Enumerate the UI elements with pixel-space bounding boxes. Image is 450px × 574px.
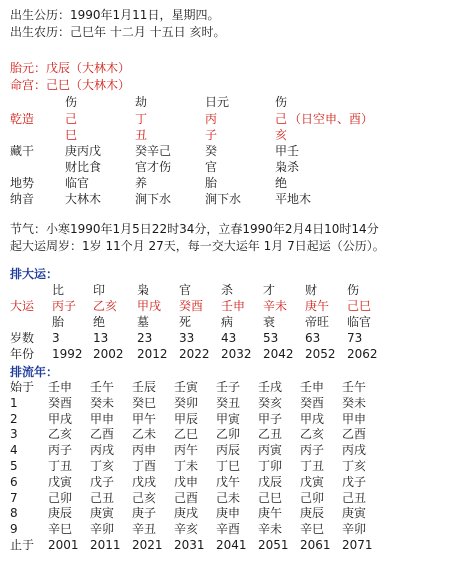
- dayun-ages-5: 53: [263, 331, 279, 345]
- dayun-title: 排大运：: [10, 267, 59, 281]
- liunian-cell-4-0: 壬子: [216, 380, 241, 394]
- liunian-cell-6-1: 癸酉: [300, 396, 325, 410]
- liunian-cell-5-8: 庚午: [258, 506, 283, 520]
- stem-day: 丙: [205, 112, 218, 126]
- liunian-cell-5-0: 壬戌: [258, 380, 283, 394]
- pillar-shishen-month: 劫: [135, 95, 148, 109]
- dayun-ganzhi-2: 甲戌: [137, 299, 162, 313]
- pillar-shishen-day: 日元: [205, 95, 230, 109]
- canggan-shishen-month: 官才伤: [135, 160, 172, 174]
- liunian-cell-6-9: 辛巳: [300, 522, 325, 536]
- liunian-row-label-0: 始于: [10, 380, 35, 394]
- liunian-row-label-9: 9: [10, 522, 18, 536]
- branch-hour: 亥: [275, 128, 288, 142]
- liunian-cell-4-3: 乙卯: [216, 427, 241, 441]
- branch-month: 丑: [135, 128, 148, 142]
- liunian-cell-1-8: 庚寅: [90, 506, 115, 520]
- dayun-shishen-1: 印: [93, 283, 106, 297]
- liunian-cell-7-8: 庚寅: [342, 506, 367, 520]
- nayin-day: 涧下水: [205, 192, 242, 206]
- dayun-row-label-years: 年份: [10, 347, 35, 361]
- dishi-day: 胎: [205, 176, 218, 190]
- dayun-shishen-7: 伤: [347, 283, 360, 297]
- dayun-years-1: 2002: [93, 347, 124, 361]
- dayun-ganzhi-5: 辛未: [263, 299, 288, 313]
- liunian-cell-0-2: 甲戌: [48, 412, 73, 426]
- liunian-cell-7-6: 戊子: [342, 475, 367, 489]
- birth-lunar: 出生农历：己巳年 十二月 十五日 亥时。: [10, 25, 226, 39]
- liunian-cell-4-2: 甲寅: [216, 412, 241, 426]
- liunian-cell-6-8: 庚辰: [300, 506, 325, 520]
- canggan-shishen-year: 财比食: [65, 160, 102, 174]
- dayun-years-6: 2052: [305, 347, 336, 361]
- liunian-cell-6-2: 甲戌: [300, 412, 325, 426]
- canggan-month: 癸辛己: [135, 144, 172, 158]
- dayun-ganzhi-7: 己巳: [347, 299, 372, 313]
- liunian-cell-5-6: 戊辰: [258, 475, 283, 489]
- liunian-cell-1-0: 壬午: [90, 380, 115, 394]
- dayun-dishi-5: 衰: [263, 315, 276, 329]
- liunian-cell-3-5: 丁未: [174, 459, 199, 473]
- liunian-cell-1-7: 己丑: [90, 491, 115, 505]
- liunian-row-label-4: 4: [10, 443, 18, 457]
- liunian-cell-5-10: 2051: [258, 538, 289, 552]
- liunian-cell-3-4: 丙午: [174, 443, 199, 457]
- dayun-ages-1: 13: [93, 331, 109, 345]
- liunian-row-label-1: 1: [10, 396, 18, 410]
- liunian-cell-7-5: 丁亥: [342, 459, 367, 473]
- liunian-title: 排流年：: [10, 365, 59, 379]
- liunian-cell-7-0: 壬午: [342, 380, 367, 394]
- dayun-ages-2: 23: [137, 331, 153, 345]
- liunian-cell-1-6: 戊子: [90, 475, 115, 489]
- liunian-cell-1-2: 甲申: [90, 412, 115, 426]
- dayun-shishen-5: 才: [263, 283, 276, 297]
- liunian-cell-6-3: 乙亥: [300, 427, 325, 441]
- dayun-years-4: 2032: [221, 347, 252, 361]
- jieqi-line: 节气：小寒1990年1月5日22时34分，立春1990年2月4日10时14分: [10, 222, 379, 236]
- liunian-cell-0-7: 己卯: [48, 491, 73, 505]
- dayun-ages-3: 33: [179, 331, 195, 345]
- liunian-cell-4-6: 戊午: [216, 475, 241, 489]
- liunian-cell-3-6: 戊申: [174, 475, 199, 489]
- liunian-cell-3-3: 乙巳: [174, 427, 199, 441]
- dayun-ganzhi-3: 癸酉: [179, 299, 204, 313]
- liunian-cell-2-1: 癸巳: [132, 396, 157, 410]
- liunian-cell-3-0: 壬寅: [174, 380, 199, 394]
- nayin-hour: 平地木: [275, 192, 312, 206]
- liunian-cell-2-2: 甲午: [132, 412, 157, 426]
- qiyun-line: 起大运周岁：1岁 11个月 27天，每一交大运年 1月 7日起运（公历）。: [10, 239, 385, 253]
- liunian-cell-2-8: 庚子: [132, 506, 157, 520]
- liunian-cell-6-6: 戊寅: [300, 475, 325, 489]
- dayun-ganzhi-6: 庚午: [305, 299, 330, 313]
- dayun-years-3: 2022: [179, 347, 210, 361]
- liunian-cell-4-7: 己未: [216, 491, 241, 505]
- dayun-years-7: 2062: [347, 347, 378, 361]
- liunian-row-label-8: 8: [10, 506, 18, 520]
- liunian-row-label-3: 3: [10, 427, 18, 441]
- birth-solar: 出生公历：1990年1月11日，星期四。: [10, 8, 220, 22]
- liunian-cell-2-6: 戊戌: [132, 475, 157, 489]
- liunian-cell-3-2: 甲辰: [174, 412, 199, 426]
- label-dishi: 地势: [10, 176, 35, 190]
- liunian-cell-1-5: 丁亥: [90, 459, 115, 473]
- dayun-ganzhi-4: 壬申: [221, 299, 246, 313]
- dayun-shishen-6: 财: [305, 283, 318, 297]
- liunian-cell-0-9: 辛巳: [48, 522, 73, 536]
- dishi-month: 养: [135, 176, 148, 190]
- label-canggan: 藏干: [10, 144, 35, 158]
- taiyuan: 胎元：戊辰（大林木）: [10, 61, 131, 75]
- liunian-cell-2-10: 2021: [132, 538, 163, 552]
- liunian-cell-2-5: 丁酉: [132, 459, 157, 473]
- liunian-cell-1-3: 乙酉: [90, 427, 115, 441]
- stem-month: 丁: [135, 112, 148, 126]
- liunian-cell-6-4: 丙子: [300, 443, 325, 457]
- liunian-cell-4-1: 癸丑: [216, 396, 241, 410]
- dayun-dishi-4: 病: [221, 315, 234, 329]
- liunian-cell-5-7: 己巳: [258, 491, 283, 505]
- dishi-year: 临官: [65, 176, 90, 190]
- liunian-cell-7-4: 丙戌: [342, 443, 367, 457]
- dayun-years-0: 1992: [52, 347, 83, 361]
- liunian-cell-1-10: 2011: [90, 538, 121, 552]
- liunian-cell-3-7: 己酉: [174, 491, 199, 505]
- liunian-cell-7-2: 甲申: [342, 412, 367, 426]
- liunian-cell-0-3: 乙亥: [48, 427, 73, 441]
- dayun-shishen-3: 官: [179, 283, 192, 297]
- canggan-shishen-day: 官: [205, 160, 218, 174]
- pillar-shishen-year: 伤: [65, 95, 78, 109]
- liunian-cell-3-1: 癸卯: [174, 396, 199, 410]
- dayun-dishi-1: 绝: [93, 315, 106, 329]
- liunian-cell-5-5: 丁卯: [258, 459, 283, 473]
- minggong: 命宫：己巳（大林木）: [10, 78, 131, 92]
- liunian-cell-0-0: 壬申: [48, 380, 73, 394]
- liunian-cell-6-5: 丁丑: [300, 459, 325, 473]
- nayin-month: 涧下水: [135, 192, 172, 206]
- dayun-ages-4: 43: [221, 331, 237, 345]
- canggan-year: 庚丙戊: [65, 144, 102, 158]
- liunian-cell-4-9: 辛酉: [216, 522, 241, 536]
- liunian-cell-1-9: 辛卯: [90, 522, 115, 536]
- liunian-cell-3-9: 辛亥: [174, 522, 199, 536]
- liunian-row-label-5: 5: [10, 459, 18, 473]
- liunian-cell-7-1: 癸未: [342, 396, 367, 410]
- dayun-dishi-2: 墓: [137, 315, 150, 329]
- canggan-shishen-hour: 枭杀: [275, 160, 300, 174]
- liunian-cell-6-7: 己卯: [300, 491, 325, 505]
- liunian-cell-5-1: 癸亥: [258, 396, 283, 410]
- dayun-years-5: 2042: [263, 347, 294, 361]
- liunian-cell-0-10: 2001: [48, 538, 79, 552]
- nayin-year: 大林木: [65, 192, 102, 206]
- liunian-cell-0-6: 戊寅: [48, 475, 73, 489]
- liunian-row-label-6: 6: [10, 475, 18, 489]
- dayun-ganzhi-0: 丙子: [52, 299, 77, 313]
- dishi-hour: 绝: [275, 176, 288, 190]
- liunian-cell-6-0: 壬申: [300, 380, 325, 394]
- dayun-dishi-6: 帝旺: [305, 315, 330, 329]
- liunian-cell-0-8: 庚辰: [48, 506, 73, 520]
- liunian-cell-1-4: 丙戌: [90, 443, 115, 457]
- liunian-cell-7-10: 2071: [342, 538, 373, 552]
- dayun-dishi-3: 死: [179, 315, 192, 329]
- dayun-shishen-2: 枭: [137, 283, 150, 297]
- liunian-cell-5-9: 辛未: [258, 522, 283, 536]
- liunian-cell-1-1: 癸未: [90, 396, 115, 410]
- liunian-row-label-7: 7: [10, 491, 18, 505]
- kongwang-note: （日空申、酉）: [289, 112, 374, 126]
- liunian-cell-5-4: 丙寅: [258, 443, 283, 457]
- stem-year: 己: [65, 112, 78, 126]
- liunian-row-label-10: 止于: [10, 538, 35, 552]
- stem-hour: 己: [275, 112, 288, 126]
- liunian-cell-2-9: 辛丑: [132, 522, 157, 536]
- dayun-dishi-0: 胎: [52, 315, 65, 329]
- pillar-shishen-hour: 伤: [275, 95, 288, 109]
- liunian-cell-7-9: 辛卯: [342, 522, 367, 536]
- dayun-ages-7: 73: [347, 331, 363, 345]
- liunian-cell-5-2: 甲子: [258, 412, 283, 426]
- branch-year: 巳: [65, 128, 78, 142]
- dayun-row-label-ages: 岁数: [10, 331, 35, 345]
- liunian-cell-5-3: 乙丑: [258, 427, 283, 441]
- label-qianzao: 乾造: [10, 112, 35, 126]
- liunian-cell-7-3: 乙酉: [342, 427, 367, 441]
- label-nayin: 纳音: [10, 192, 35, 206]
- liunian-cell-4-8: 庚申: [216, 506, 241, 520]
- dayun-ganzhi-1: 乙亥: [93, 299, 118, 313]
- dayun-ages-6: 63: [305, 331, 321, 345]
- liunian-cell-4-4: 丙辰: [216, 443, 241, 457]
- canggan-hour: 甲壬: [275, 144, 300, 158]
- liunian-cell-2-0: 壬辰: [132, 380, 157, 394]
- liunian-cell-2-3: 乙未: [132, 427, 157, 441]
- liunian-cell-7-7: 己丑: [342, 491, 367, 505]
- liunian-cell-2-4: 丙申: [132, 443, 157, 457]
- liunian-cell-3-8: 庚戌: [174, 506, 199, 520]
- dayun-years-2: 2012: [137, 347, 168, 361]
- liunian-cell-2-7: 己亥: [132, 491, 157, 505]
- canggan-day: 癸: [205, 144, 218, 158]
- liunian-cell-4-10: 2041: [216, 538, 247, 552]
- liunian-cell-0-4: 丙子: [48, 443, 73, 457]
- dayun-shishen-4: 杀: [221, 283, 234, 297]
- dayun-row-label-ganzhi: 大运: [10, 299, 35, 313]
- liunian-cell-3-10: 2031: [174, 538, 205, 552]
- liunian-cell-0-1: 癸酉: [48, 396, 73, 410]
- dayun-shishen-0: 比: [52, 283, 65, 297]
- liunian-cell-4-5: 丁巳: [216, 459, 241, 473]
- branch-day: 子: [205, 128, 218, 142]
- liunian-row-label-2: 2: [10, 412, 18, 426]
- dayun-dishi-7: 临官: [347, 315, 372, 329]
- liunian-cell-0-5: 丁丑: [48, 459, 73, 473]
- dayun-ages-0: 3: [52, 331, 60, 345]
- liunian-cell-6-10: 2061: [300, 538, 331, 552]
